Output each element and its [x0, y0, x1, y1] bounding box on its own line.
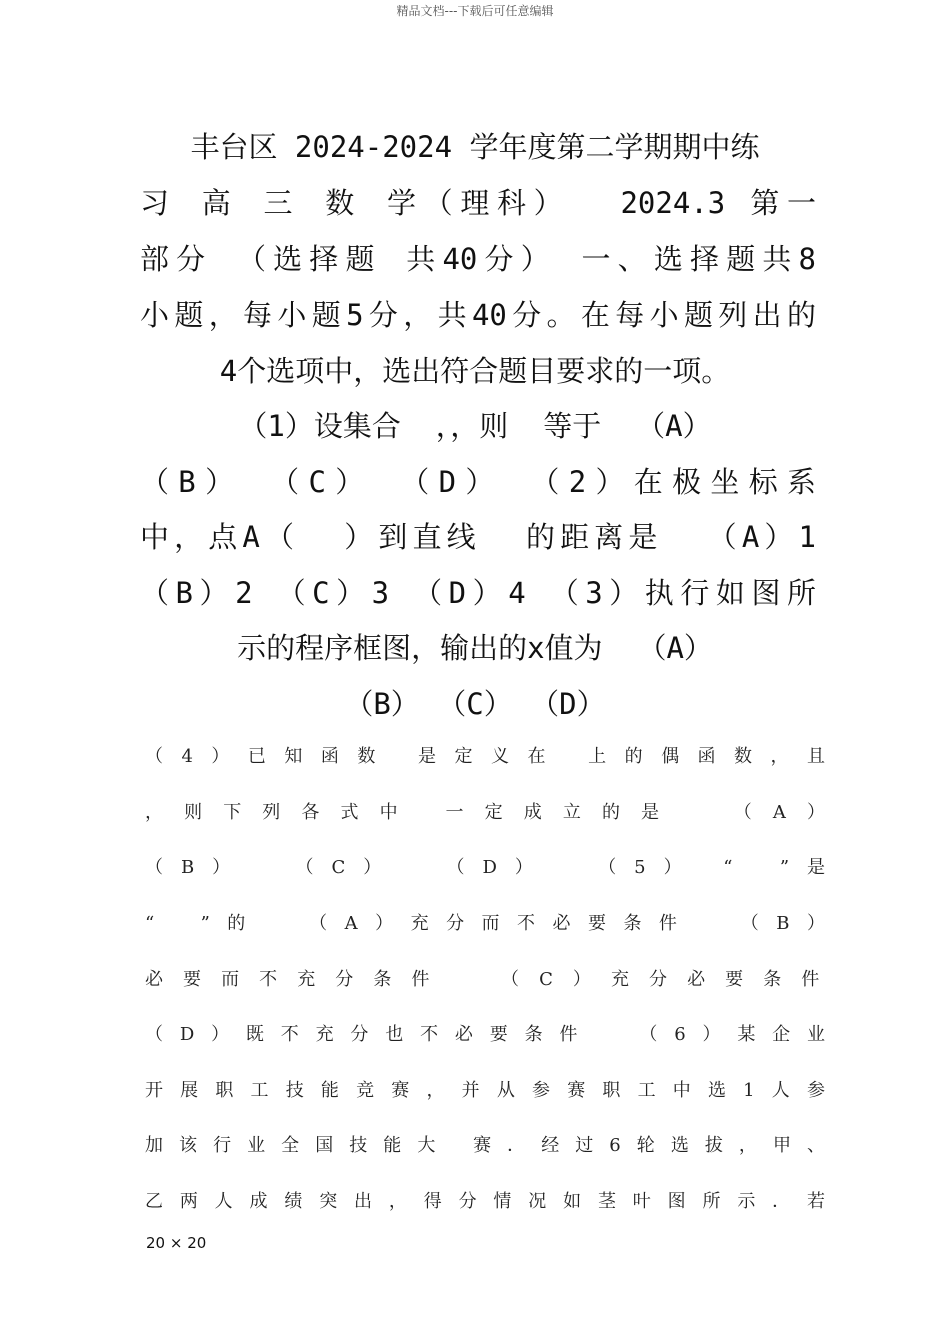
question-2-line-2: 中，点A（ ）到直线 的距离是 （A）1: [140, 520, 816, 554]
question-4-line-1: （4）已知函数 是定义在 上的偶函数，且: [145, 746, 825, 767]
section-line-1: 部分 （选择题 共40分） 一、选择题共8: [140, 242, 816, 276]
question-3-line-1: （B）2 （C）3 （D）4 （3）执行如图所: [140, 576, 816, 610]
question-6-line-4: 乙两人成绩突出，得分情况如茎叶图所示．若: [145, 1191, 825, 1212]
watermark-header: 精品文档---下载后可任意编辑: [396, 4, 554, 18]
title-line-2: 习 高 三 数 学（理科） 2024.3 第一: [140, 186, 816, 220]
question-6-line-3: 加该行业全国技能大 赛．经过6轮选拔，甲、: [145, 1135, 825, 1156]
question-5-line-3: 必要而不充分条件 （C）充分必要条件: [145, 969, 825, 990]
question-3-line-3: （B） （C） （D）: [344, 687, 606, 721]
question-1-line: （1）设集合 ，，则 等于 （A）: [238, 409, 712, 443]
title-line-1: 丰台区 2024-2024 学年度第二学期期中练: [190, 130, 760, 164]
question-3-line-2: 示的程序框图，输出的x值为 （A）: [237, 631, 713, 665]
question-2-line-1: （B） （C） （D） （2）在极坐标系: [140, 465, 816, 499]
question-5-line-2: “ ”的 （A）充分而不必要条件 （B）: [145, 913, 825, 934]
question-4-line-2: ，则下列各式中 一定成立的是 （A）: [145, 802, 825, 823]
image-size-note: 20 × 20: [146, 1234, 207, 1252]
question-5-line-1: （B） （C） （D） （5） “ ”是: [145, 857, 825, 878]
section-line-2: 小题，每小题5分，共40分。在每小题列出的: [140, 298, 816, 332]
question-6-line-2: 开展职工技能竞赛，并从参赛职工中选1人参: [145, 1080, 825, 1101]
question-6-line-1: （D）既不充分也不必要条件 （6）某企业: [145, 1024, 825, 1045]
section-line-3: 4个选项中，选出符合题目要求的一项。: [219, 354, 731, 388]
